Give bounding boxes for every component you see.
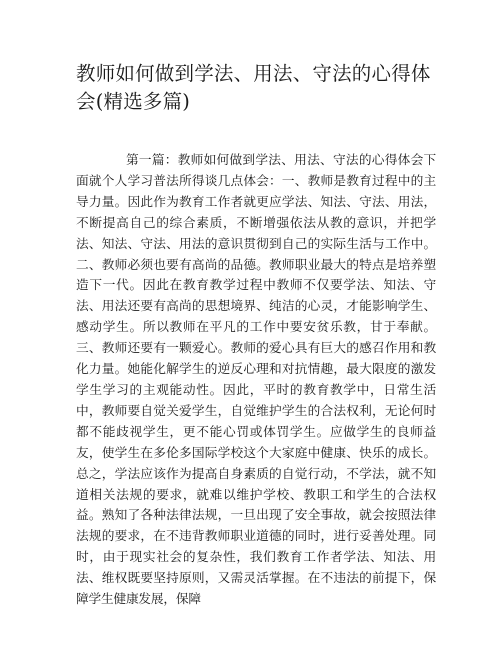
document-title: 教师如何做到学法、用法、守法的心得体会(精选多篇) bbox=[76, 62, 431, 113]
document-body: 第一篇：教师如何做到学法、用法、守法的心得体会下面就个人学习普法所得谈几点体会：一、教师是教育过程中的主导力量。因此作为教育工作者就更应学法、知法、守法、用法，不断提高自己的综合素质，不断增强依法从教的意识，并把学法、知法、守法、用法的意识贯彻到自己的实际生活与工作中。二、教师必须也要有高尚的品德。教师职业最大的特点是培养塑造下一代。因此在教育教学过程中教师不仅要学法、知法、守法、用法还要有高尚的思想境界、纯洁的心灵，才能影响学生、感动学生。所以教师在平凡的工作中要安贫乐教，甘于奉献。三、教师还要有一颗爱心。教师的爱心具有巨大的感召作用和教化力量。她能化解学生的逆反心理和对抗情趣，最大限度的激发学生学习的主观能动性。因此，平时的教育教学中，日常生活中，教师要自觉关爱学生，自觉维护学生的合法权利，无论何时都不能歧视学生，更不能心罚或体罚学生。应做学生的良师益友，使学生在多伦多国际学校这个大家庭中健康、快乐的成长。总之，学法应该作为提高自身素质的自觉行动，不学法，就不知道相关法规的要求，就难以维护学校、教职工和学生的合法权益。熟知了各种法律法规，一旦出现了安全事故，就会按照法律法规的要求，在不违背教师职业道德的同时，进行妥善处理。同时，由于现实社会的复杂性，我们教育工作者学法、知法、用法、维权既要坚持原则，又需灵活掌握。在不违法的前提下，保障学生健康发展，保障 bbox=[76, 152, 436, 607]
